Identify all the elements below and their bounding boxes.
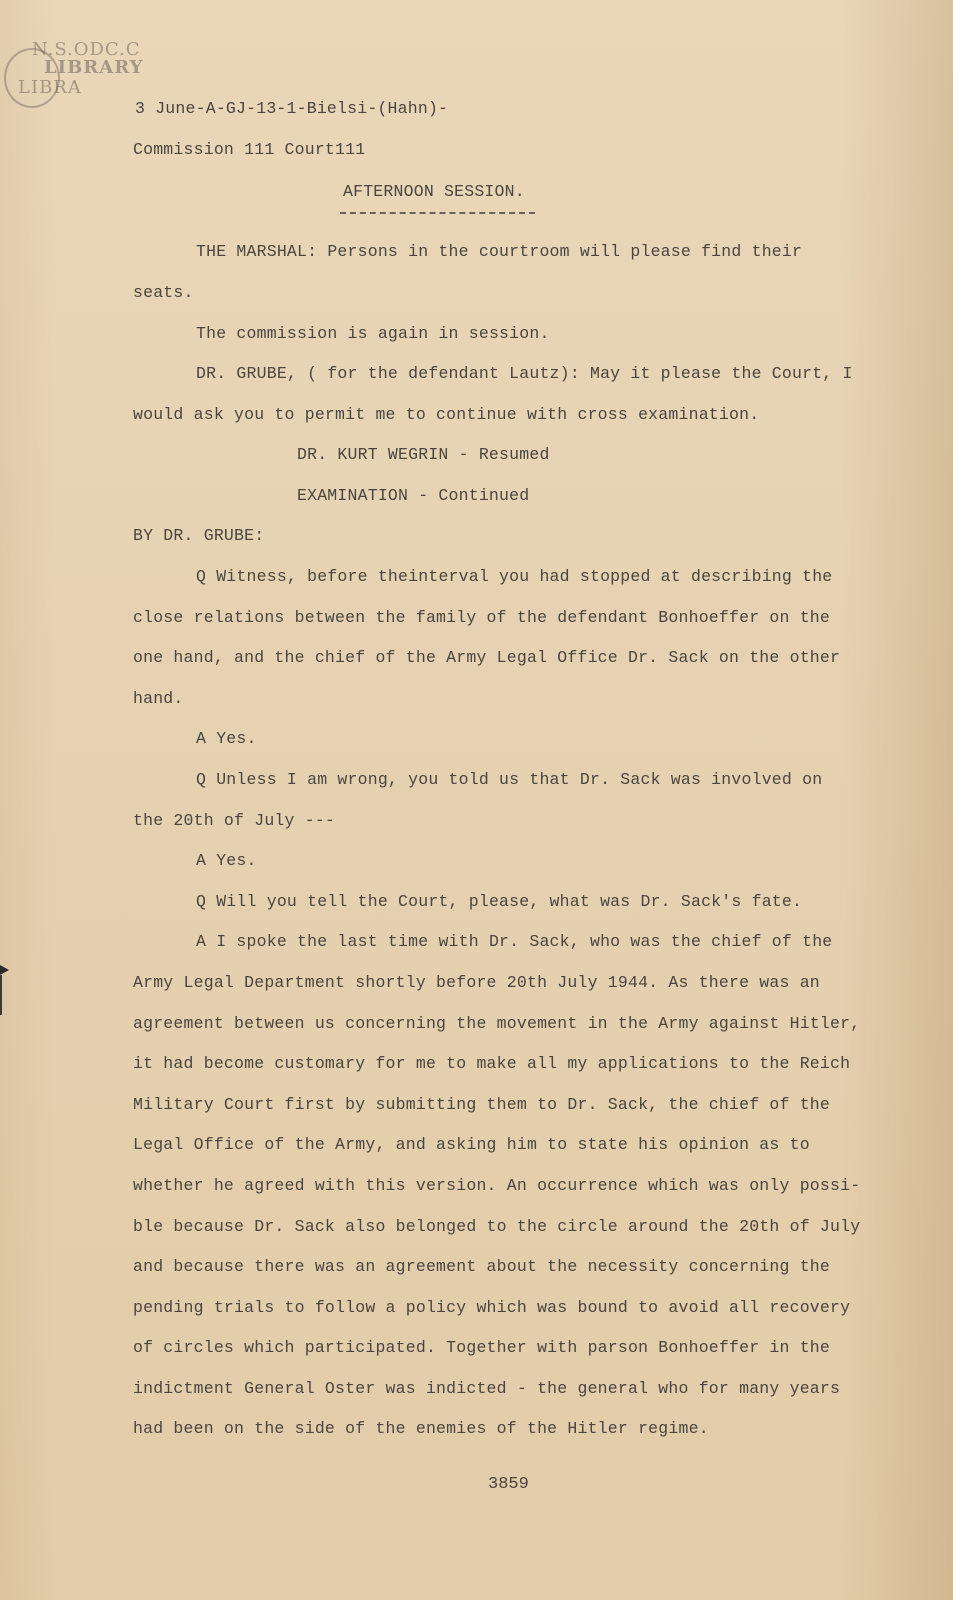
body-line-22: Military Court first by submitting them to Dr. Sack, the chief of the (133, 1095, 831, 1114)
body-line-10: close relations between the family of the defendant Bonhoeffer on the (133, 608, 831, 627)
binding-mark (0, 975, 12, 1015)
body-line-29: indictment General Oster was indicted - the general who for many years (133, 1379, 841, 1398)
body-line-14: Q Unless I am wrong, you told us that Dr. Sack was involved on (196, 770, 823, 789)
stamp-line-2: LIBRARY (44, 57, 144, 78)
body-line-24: whether he agreed with this version. An occurrence which was only possi- (133, 1176, 861, 1195)
stamp-line-3: LIBRA (18, 77, 82, 98)
body-line-15: the 20th of July --- (133, 811, 336, 830)
examination-heading: EXAMINATION - Continued (297, 486, 530, 505)
header-court: Commission 111 Court111 (133, 140, 366, 159)
body-line-13: A Yes. (196, 729, 257, 748)
body-line-28: of circles which participated. Together with parson Bonhoeffer in the (133, 1338, 831, 1357)
body-line-16: A Yes. (196, 851, 257, 870)
body-line-9: Q Witness, before theinterval you had stopped at describing the (196, 567, 833, 586)
page-number: 3859 (488, 1475, 529, 1494)
session-title: AFTERNOON SESSION. (343, 182, 525, 201)
body-line-19: Army Legal Department shortly before 20th July 1944. As there was an (133, 973, 820, 992)
body-line-1: THE MARSHAL: Persons in the courtroom will please find their (196, 242, 803, 261)
body-line-20: agreement between us concerning the movement in the Army against Hitler, (133, 1014, 861, 1033)
body-line-23: Legal Office of the Army, and asking him to state his opinion as to (133, 1135, 810, 1154)
stamp-line-1: N.S.ODC.C (32, 39, 141, 60)
witness-heading: DR. KURT WEGRIN - Resumed (297, 445, 550, 464)
body-line-5: would ask you to permit me to continue with cross examination. (133, 405, 760, 424)
body-line-21: it had become customary for me to make all my applications to the Reich (133, 1054, 851, 1073)
examiner-line: BY DR. GRUBE: (133, 526, 265, 545)
body-line-27: pending trials to follow a policy which was bound to avoid all recovery (133, 1298, 851, 1317)
body-line-3: The commission is again in session. (196, 324, 550, 343)
body-line-2: seats. (133, 283, 194, 302)
header-reference: 3 June-A-GJ-13-1-Bielsi-(Hahn)- (135, 99, 449, 118)
body-line-30: had been on the side of the enemies of the Hitler regime. (133, 1419, 709, 1438)
body-line-12: hand. (133, 689, 184, 708)
body-line-4: DR. GRUBE, ( for the defendant Lautz): May it please the Court, I (196, 364, 853, 383)
title-underline (340, 212, 535, 214)
body-line-25: ble because Dr. Sack also belonged to the circle around the 20th of July (133, 1217, 861, 1236)
body-line-18: A I spoke the last time with Dr. Sack, who was the chief of the (196, 932, 833, 951)
body-line-26: and because there was an agreement about the necessity concerning the (133, 1257, 831, 1276)
body-line-17: Q Will you tell the Court, please, what was Dr. Sack's fate. (196, 892, 803, 911)
body-line-11: one hand, and the chief of the Army Legal Office Dr. Sack on the other (133, 648, 841, 667)
